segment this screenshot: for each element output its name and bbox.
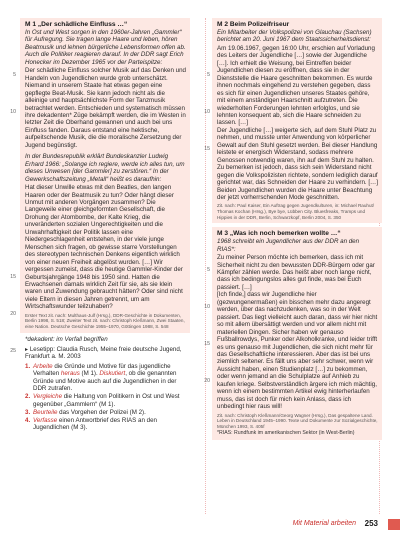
task-item xyxy=(25,409,186,416)
m2-intro: Ein Mitarbeiter der Volkspolizei von Glauchau (Sachsen) berichtet am 20. Juni 1967 dem Staatssicherheitsdienst: xyxy=(217,29,372,44)
task-number: 2. xyxy=(25,393,31,401)
m1-intro-2: In der Bundesrepublik erklärt Bundeskanzler Ludwig Erhard 1966: „Solange ich regiere, werde ich alles tun, um dieses Unwesen [der Gammler] zu zerstören.“ In der Gewerkschaftszeitung „Metall“ heißt es daraufhin: xyxy=(25,153,185,183)
line-number: 15 xyxy=(10,274,16,280)
task-verb: Arbeite xyxy=(33,362,53,370)
m2-heading xyxy=(217,21,378,29)
m3-paragraph-2: [Ich finde,] dass wir Jugendliche hier (gezwungenermaßen) ein bisschen mehr dazu angeregt werden, über das nachzudenken, was so in der Welt passiert. Das liegt vielleicht auch daran, dass wir hier nicht so mit allem übersättigt werden und vor allem nicht mit materiellen Dingen. Sicher haben wir genauso Fußballrowdys, Punker oder Alkoholkranke, und leider trifft es uns genauso mit Jugendlichen, die sich nicht mehr für das Gesellschaftliche interessieren. Aber das ist bei uns ziemlich seltener. Es fällt uns aber sehr schwer, wenn wir Aussicht haben, einen Studienplatz […] zu bekommen, oder wenn jemand an die Schulplatze auf Anhieb zu kaufen kriege. Selbstverständlich ärgere ich mich mächtig, wenn ich einem bestimmten Artikel ewig hinterherlaufen muss, das ist doch für mich kein Anlass, dass ich unbedingt hier raus will! xyxy=(217,291,378,411)
task-text: (M 1). xyxy=(79,370,100,378)
page-number: 253 xyxy=(364,519,378,528)
m1-source: Erster Text zit. nach: Multhaus-Julf (Hrsg.), DDR-Geschichte in Dokumenten, Berlin 1998, S. 518; Zweiter Text zit. nach: Christoph Kleßmann, Zwei Staaten, eine Nation. Deutsche Geschichte 1955–1970, Göttingen 1988, S. 548 xyxy=(25,312,185,329)
m3-source: Zit. nach: Christoph Kleßmann/Georg Wagner (Hrsg.), Das gespaltene Land. Leben in Deutschland 1945–1990. Texte und Dokumente zur Sozialgeschichte, München 1993, S. 405f xyxy=(217,412,378,429)
task-item xyxy=(25,363,186,393)
line-number: 10 xyxy=(204,304,210,311)
line-number: 5 xyxy=(13,72,16,78)
task-verb: heraus xyxy=(60,370,80,378)
task-text: das Vorgehen der Polizei (M 2). xyxy=(57,408,146,416)
m3-intro: 1968 schreibt ein Jugendlicher aus der DDR an den RIAS*: xyxy=(217,238,360,253)
footer-title: Mit Material arbeiten xyxy=(292,520,356,527)
reading-tip-text: Lesetipp: Claudia Rusch, Meine freie deutsche Jugend, Frankfurt a. M. 2003 xyxy=(25,346,182,361)
line-number: 10 xyxy=(204,109,210,115)
footer-color-tab xyxy=(388,519,400,530)
m3-heading xyxy=(217,230,378,238)
m1-paragraph-1: Der schädliche Einfluss solcher Musik auf das Denken und Handeln von Jugendlichen wurde grob unterschätzt. Niemand in unserem Staate hat etwas gegen eine gepflegte Beat-Musik. Sie kann jedoch nicht als die alleinige und hauptsächlichste Form der Tanzmusik betrachtet werden. Entschieden und systematisch müssen ihre dekadenten* Züge bekämpft werden, die im Westen in letzter Zeit die Oberhand gewannen und auch bei uns Einfluss fanden. Daraus entstand eine hektische, aufpeitschende Musik, die die moralische Zersetzung der Jugend begünstigt. xyxy=(25,67,186,149)
m2-paragraph-2: Der Jugendliche […] weigerte sich, auf dem Stuhl Platz zu nehmen, und musste unter Anwendung von körperlicher Gewalt auf den Stuhl gesetzt werden. Bei dieser Handlung leistete er energisch Widerstand, sodass mehrere Genossen notwendig waren, ihn auf dem Stuhl zu halten. Zu bemerken ist jedoch, dass sich sein Widerstand nicht gegen die Volkspolizisten richtete, sondern lediglich darauf gerichtet war, das Schneiden der Haare zu verhindern. […] Beiden Jugendlichen wurden die Haare unter Beachtung der jetzt vorherrschenden Mode geschnitten. xyxy=(217,126,378,201)
line-number: 20 xyxy=(10,311,16,317)
m3-title: „Was ich noch bemerken wollte …“ xyxy=(229,230,341,238)
m3-box xyxy=(204,227,382,440)
m2-box xyxy=(204,18,382,223)
m1-title: „Der schädliche Einfluss …“ xyxy=(37,21,128,28)
m1-footnote: *dekadent: im Verfall begriffen xyxy=(25,335,108,343)
task-list xyxy=(25,363,186,432)
task-item xyxy=(25,417,186,432)
line-number: 10 xyxy=(10,109,16,115)
line-number: 5 xyxy=(207,267,210,274)
column-divider xyxy=(205,18,206,514)
task-text: die Haltung von Politikern in Ost und West gegenüber „Gammlern“ (M 1). xyxy=(33,393,180,408)
task-verb: Vergleiche xyxy=(33,393,63,401)
line-number: 25 xyxy=(10,348,16,354)
m2-title: Beim Polizeifriseur xyxy=(229,21,290,28)
m2-code: M 2 xyxy=(217,21,228,28)
task-text: einen Antwortbrief des RIAS an den Jugendlichen (M 3). xyxy=(33,416,157,432)
m3-code: M 3 xyxy=(217,230,228,238)
task-verb: Diskutiert xyxy=(99,370,126,378)
line-number: 15 xyxy=(204,146,210,152)
m2-source: Zit. nach: Paul Kaiser, Ein Auftrag gegen Jugendkulturen, in: Michael Rauhut/ Thomas Kochan (Hrsg.), Bye bye, Lübben City. Bluesfreaks, Tramps und Hippies in der DDR, Berlin, Schwarzkopf, Berlin 2004, S. 350 xyxy=(217,203,375,220)
m1-heading xyxy=(25,21,186,29)
m3-footnote: *RIAS: Rundfunk im amerikanischen Sektor (in West-Berlin) xyxy=(217,430,355,437)
tasks-box xyxy=(20,333,190,434)
task-text: die Gründe und Motive für das jugendliche Verhalten xyxy=(33,362,171,378)
line-number: 20 xyxy=(204,378,210,385)
m2-paragraph-1: Am 19.06.1967, gegen 16:00 Uhr, erschien auf Vorladung des Leiters der Jugendliche […] sowie der Jugendliche […]. Ich erhielt die Weisung, bei Eintreffen beider Jugendlichen diesen zu eröffnen, dass sie in der Dienststelle die Haare geschnitten bekommen. Es wurde ihnen nochmals eingehend zu verstehen gegeben, dass es sich für einen Jugendlichen unseres Staates gehöre, mit einem anständigen Haarschnitt aufzutreten. Die wiederholten Forderungen lehnten erfolglos, und sie lehnten konsequent ab, sich die Haare schneiden zu lassen. […] xyxy=(217,44,375,127)
left-column xyxy=(10,18,190,434)
task-number: 4. xyxy=(25,416,31,424)
m1-paragraph-2: Hat dieser Unwille etwas mit den Beatles, den langen Haaren oder der Beatmusik zu tun? Oder hängt dieser Unmut mit anderen Vorgängen zusammen? Die Langeweile einer gleichgeformten Gesellschaft, die Drohung der Atombombe, der Kalte Krieg, die unveränderten sozialen Ungerechtigkeiten und die Unwahrhaftigkeit der Politik lassen eine Niedergeschlagenheit entstehen, in der viele junge Menschen sich fragen, ob gewisse starre Vorstellungen des stereotypen technischen Denkens eigentlich wirklich von einer neuen Freiheit abgelöst wurden. […] Wir vergessen zumeist, dass die heutige Gammler-Kinder der Geburtsjahrgänge 1948 bis 1950 sind. Hatten die Erwachsenen damals wirklich Zeit für sie, als sie klein waren und Zuwendung gebraucht hätten? Oder sind nicht viele Eltern in diesen Jahren getrennt, um am Wirtschaftswunder teilzuhaben? xyxy=(25,184,183,311)
m3-paragraph-1: Zu meiner Person möchte ich bemerken, dass ich mit Sicherheit nicht zu den bewussten DDR-Bürgern oder gar Kämpfer zählen werde. Das heißt aber noch lange nicht, dass ich bedingungslos alles gut finde, was bei Euch passiert. […] xyxy=(217,254,375,291)
m1-code: M 1 xyxy=(25,21,36,28)
m1-intro: In Ost und West sorgen in den 1960er-Jahren „Gammler“ für Aufregung. Sie tragen lange Haare und leben, hören Beatmusik und lehnen bürgerliche Lebensformen offen ab. Auch die Politiker reagieren darauf. In der DDR sagt Erich Honecker im Dezember 1965 vor der Parteispitze: xyxy=(25,29,186,66)
task-verb: Verfasse xyxy=(33,416,58,424)
right-column xyxy=(204,18,382,440)
task-verb: Beurteile xyxy=(33,408,58,416)
line-number: 15 xyxy=(204,341,210,348)
task-number: 3. xyxy=(25,408,31,416)
task-number: 1. xyxy=(25,362,31,370)
line-number: 5 xyxy=(207,72,210,78)
reading-tip: ▸ Lesetipp: Claudia Rusch, Meine freie deutsche Jugend, Frankfurt a. M. 2003 xyxy=(25,346,182,361)
task-item xyxy=(25,393,186,408)
page-footer xyxy=(0,516,400,534)
task-text: , ob die genannten Gründe und Motive auch auf die Jugendlichen in der DDR zutrafen. xyxy=(33,370,177,393)
